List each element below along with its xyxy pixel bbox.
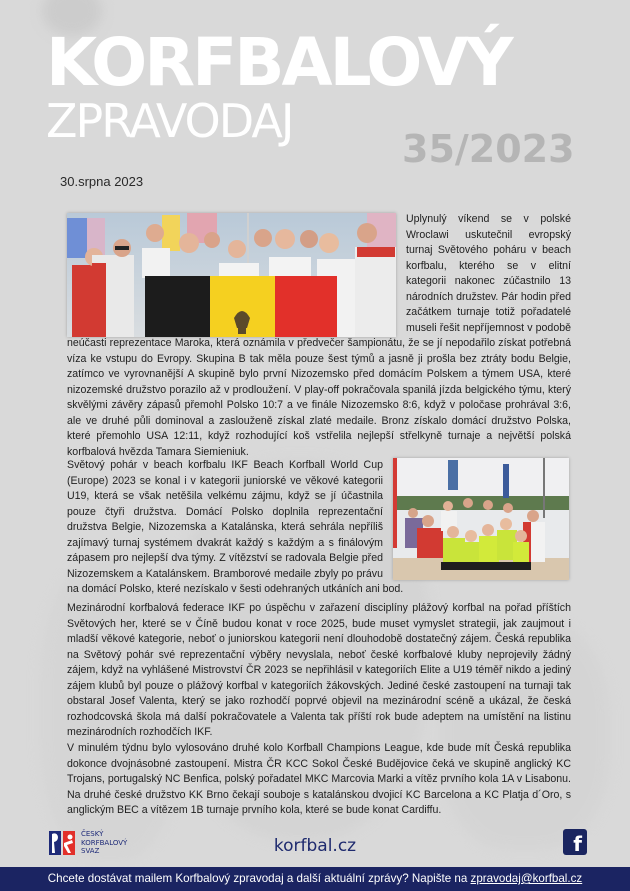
masthead-title: KORFBALOVÝ	[46, 24, 511, 101]
logo-line: SVAZ	[81, 847, 100, 856]
article-text: Světový pohár v beach korfbalu IKF Beach Korfball World Cup (Europe) 2023 se konal i v kategorii juniorské ve věkové kategorii U19, která se však netěšila velkému zájmu, když se jí účastnila pouze čtyři družstva. Domácí Polsko doplnila reprezentační družstva Belgie, Nizozemska a Katalánska, která sehrála nepříliš zajímavý turnaj systémem dvakrát každý s každým a s finálovým zápasem pro nejlepší dva týmy. Z vítězství se radovala Belgie před Nizozemskem a Katalánskem. Bramborové medaile zbyly po právu na domácí Polsko, které nezískalo v šesti odehraných utkáních ani bod.	[67, 459, 404, 595]
article-text: V minulém týdnu bylo vylosováno druhé kolo Korfball Champions League, kde bude mít Česká republika dokonce dvojnásobné zastoupení. Mistra ČR KCC Sokol České Budějovice čeká ve skupině anglický KC Trojans, portugalský NC Benfica, polský pořadatel MKC Marcovia Marki a vítěz prvního kola 1A v Lisabonu. Na druhé české družstvo KK Brno čekají souboje s katalánskou dvojicí KC Barcelona a KC Platja d´Oro, s anglickým BEC a vítězem 1B turnaje prvního kola, které se bude konat Cardiffu.	[67, 742, 571, 816]
logo-line: KORFBALOVÝ	[81, 838, 128, 847]
article-paragraph	[67, 212, 571, 460]
article-paragraph	[67, 741, 571, 819]
subscribe-email-link[interactable]: zpravodaj@korfbal.cz	[470, 872, 583, 885]
article-text: Uplynulý víkend se v polské Wroclawi uskutečnil evropský turnaj Světového poháru v beach korfbalu, kterého se v elitní kategorii nakonec zúčastnilo 13 národních družstev. Pár hodin před začátkem turnaje totiž pořadatelé museli řešit nepříjemnost v podobě neúčasti reprezentace Maroka, která oznámila v předvečer šampionátu, že se jí nepodařilo získat potřebná víza ke vstupu do Evropy. Skupina B tak měla pouze šest týmů a jasně ji prošla bez ztráty bodu Belgie, zatímco ve vyrovnanější A skupině bylo první Nizozemsko před domácím Polskem a týmem USA, které nizozemské družstvo porazilo až v prodloužení. V play-off pokračovala spanilá jízda belgického týmu, který skvělými závěry zápasů přemohl Polsko 10:7 a ve finále Nizozemsko 8:6, když v poločase prohrával 3:6, ale ve druhé půli dominoval a zaslouženě získal zlaté medaile. Bronz získalo domácí družstvo Polska, které přemohlo USA 12:11, když rozhodující koš vstřelila nejlepší střelkyně turnaje a největší polská korfbalová hvězda Tamara Siemieniuk.	[67, 213, 571, 458]
subscribe-text: Chcete dostávat mailem Korfbalový zpravodaj a další aktuální zprávy? Napište na	[47, 872, 471, 885]
subscribe-bar	[0, 867, 630, 891]
masthead-subtitle: ZPRAVODAJ	[46, 94, 293, 148]
article-paragraph	[67, 458, 571, 598]
logo-line: ČESKÝ	[81, 830, 104, 839]
facebook-icon[interactable]: f	[563, 829, 587, 855]
photo-spacer	[67, 212, 402, 336]
photo-spacer	[391, 458, 571, 580]
article-text: Mezinárodní korfbalová federace IKF po úspěchu v zařazení disciplíny plážový korfbal na pořad příštích Světových her, které se v Číně budou konat v roce 2025, bude muset vymyslet strategii, jak zaujmout i mladší věkové kategorie, neboť o juniorskou kategorii není dlouhodobě dostatečný zájem. Česká republika na Světový pohár své reprezentační výběry nevyslala, neboť české korfbalové kluby neprojevily žádný zájem, když na vyhlášené Mistrovství ČR 2023 se nepřihlásil v kategoriích Elite a U19 téměř nikdo a jediný zájem klubů byl pouze o plážový korfbal v kategoriích žákovských. Jediné české zastoupení na turnaji tak obstaral Josef Valenta, který se jako rozhodčí poprvé objevil na mezinárodní scéně a ukázal, že česká rozhodcovská škola má další pokračovatele a Valenta tak příští rok bude adeptem na umístění na listinu mezinárodních rozhodčích IKF.	[67, 602, 571, 738]
issue-number: 35/2023	[402, 127, 575, 171]
article-paragraph	[67, 601, 571, 741]
website-link[interactable]: korfbal.cz	[273, 836, 357, 856]
issue-date: 30.srpna 2023	[60, 174, 144, 189]
